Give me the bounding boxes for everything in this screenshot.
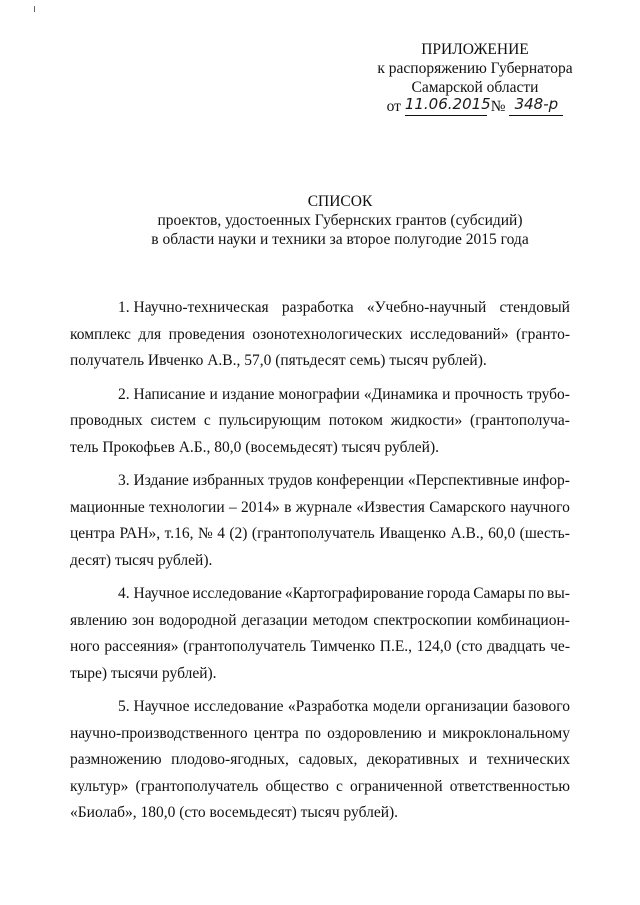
word: «Картографирование xyxy=(284,585,424,602)
number-label: № xyxy=(490,98,506,115)
word: трубо- xyxy=(527,385,570,403)
word: технических xyxy=(486,751,570,768)
word: комбинацион- xyxy=(476,611,570,629)
word: Самары xyxy=(473,585,526,602)
word: Тимченко xyxy=(310,638,376,655)
word: культур» xyxy=(70,777,129,795)
word: микроклональному xyxy=(442,724,570,742)
word: размножению xyxy=(70,751,162,768)
word: А.В., xyxy=(450,525,484,542)
document-subtitle-line-2: в области науки и техники за второе полугодие 2015 года xyxy=(151,231,529,248)
word: и xyxy=(209,385,218,403)
grant-project-line xyxy=(70,408,570,435)
word: Самарского xyxy=(429,498,506,516)
grant-project-line xyxy=(70,747,570,774)
word: инфор- xyxy=(522,472,570,489)
appendix-region-line: Самарской области xyxy=(411,79,539,96)
word: озонотехнологических xyxy=(252,325,403,343)
word: (гранто- xyxy=(516,325,570,343)
word: и xyxy=(427,724,437,742)
word: журнале xyxy=(295,498,352,516)
word: РАН», xyxy=(119,525,161,542)
grant-project-line xyxy=(70,322,570,349)
word: исследований» xyxy=(409,325,509,343)
word: явлению xyxy=(70,611,128,629)
word: П.Е., xyxy=(379,638,413,655)
appendix-block xyxy=(358,40,592,116)
grant-project-item xyxy=(70,382,570,462)
date-field xyxy=(404,95,491,116)
word: жидкости» xyxy=(390,412,463,429)
grant-project-line xyxy=(70,382,570,409)
word: разработка xyxy=(281,299,354,316)
word: конференции xyxy=(316,472,404,489)
word: ограниченной xyxy=(350,777,443,795)
word: садовых, xyxy=(298,751,358,768)
from-label: от xyxy=(386,98,401,115)
word: базового xyxy=(512,698,570,715)
grant-project-line xyxy=(70,774,570,801)
grant-project-item xyxy=(70,295,570,375)
word: центра xyxy=(253,724,299,742)
word: № xyxy=(197,525,213,542)
grant-project-line xyxy=(70,694,570,721)
word: «Перспективные xyxy=(407,472,519,489)
document-heading: СПИСОК xyxy=(307,193,373,210)
word: города xyxy=(426,585,471,602)
grant-project-item xyxy=(70,581,570,687)
word: в xyxy=(284,498,292,516)
word: пульсирующим xyxy=(218,412,321,429)
handwritten-number: 348-р xyxy=(514,95,559,113)
word: методом xyxy=(312,611,369,629)
word: 2. Написание xyxy=(118,385,206,403)
grant-project-line xyxy=(70,721,570,748)
word: че- xyxy=(550,638,570,655)
word: организации xyxy=(425,698,509,715)
word: дегазации xyxy=(241,611,308,629)
word: модели xyxy=(372,698,421,715)
word: оздоровлению xyxy=(327,724,422,742)
appendix-decree-line: к распоряжению Губернатора xyxy=(377,60,573,77)
grant-project-line xyxy=(70,348,570,375)
word: (грантополучатель xyxy=(135,777,259,795)
word: проводных xyxy=(70,412,143,429)
word: «Учебно-научный xyxy=(366,299,487,316)
grant-projects-list xyxy=(70,295,570,834)
word: 124,0 xyxy=(416,638,452,655)
document-title-block xyxy=(60,192,620,249)
word: монографии xyxy=(278,385,360,403)
word: потоком xyxy=(328,412,383,429)
word: – xyxy=(228,498,237,516)
word: трудов xyxy=(268,472,313,489)
word: и xyxy=(442,385,451,403)
word: декоративных xyxy=(366,751,460,768)
word: двадцать xyxy=(487,638,546,655)
corner-mark xyxy=(34,6,37,12)
word: исследование xyxy=(192,585,282,602)
grant-project-line xyxy=(70,495,570,522)
handwritten-date: 11.06.2015 xyxy=(404,95,491,113)
line-text: тыре) тысячи рублей). xyxy=(70,664,217,682)
word: ответственностью xyxy=(449,777,570,795)
word: 1. Научно-техническая xyxy=(118,299,269,316)
grant-project-item xyxy=(70,468,570,574)
word: (грантополучатель xyxy=(183,638,306,655)
word: спектроскопии xyxy=(373,611,472,629)
word: 60,0 xyxy=(488,525,516,542)
number-field xyxy=(509,95,563,116)
word: «Динамика xyxy=(363,385,438,403)
word: общество xyxy=(265,777,329,795)
grant-project-line xyxy=(70,548,570,575)
grant-project-line xyxy=(70,468,570,495)
word: вы- xyxy=(547,585,570,602)
line-text: десят) тысяч рублей). xyxy=(70,551,213,569)
grant-project-line xyxy=(70,581,570,608)
word: 4 xyxy=(217,525,225,542)
word: комплекс xyxy=(70,325,131,343)
word: стендовый xyxy=(499,299,570,316)
word: 5. Научное xyxy=(118,698,190,715)
word: (сто xyxy=(456,638,483,655)
word: (грантополуча- xyxy=(470,412,570,429)
word: научного xyxy=(510,498,570,516)
word: проведения xyxy=(168,325,245,343)
word: мационные xyxy=(70,498,145,516)
word: избранных xyxy=(192,472,265,489)
word: издание xyxy=(222,385,275,403)
appendix-title: ПРИЛОЖЕНИЕ xyxy=(421,41,529,58)
word: по xyxy=(528,585,545,602)
word: центра xyxy=(70,525,116,542)
word: 2014» xyxy=(241,498,280,516)
grant-project-line xyxy=(70,435,570,462)
line-text: получатель Ивченко А.В., 57,0 (пятьдесят семь) тысяч рублей). xyxy=(70,352,487,369)
word: т.16, xyxy=(164,525,194,542)
word: «Известия xyxy=(356,498,425,516)
line-text: «Биолаб», 180,0 (сто восемьдесят) тысяч рублей). xyxy=(70,804,399,821)
document-subtitle-line-1: проектов, удостоенных Губернских грантов (субсидий) xyxy=(157,212,523,229)
word: (грантополучатель xyxy=(251,525,375,542)
word: 4. Научное xyxy=(118,585,190,602)
word: по xyxy=(304,724,321,742)
line-text: тель Прокофьев А.Б., 80,0 (восемьдесят) тысяч рублей). xyxy=(70,438,440,456)
appendix-date-number-line xyxy=(358,97,592,116)
word: и xyxy=(468,751,478,768)
grant-project-line xyxy=(70,295,570,322)
word: (2) xyxy=(229,525,248,542)
word: зон xyxy=(132,611,155,629)
grant-project-line xyxy=(70,521,570,548)
word: (шесть- xyxy=(519,525,570,542)
word: ного xyxy=(70,638,100,655)
grant-project-line xyxy=(70,608,570,635)
grant-project-line xyxy=(70,634,570,661)
word: 3. Издание xyxy=(118,472,189,489)
grant-project-line xyxy=(70,800,570,827)
word: рассеяния» xyxy=(104,638,179,655)
word: исследование xyxy=(193,698,284,715)
word: технологии xyxy=(149,498,225,516)
grant-project-item xyxy=(70,694,570,827)
word: Иващенко xyxy=(379,525,446,542)
word: водородной xyxy=(159,611,237,629)
word: с xyxy=(336,777,343,795)
word: с xyxy=(203,412,211,429)
word: плодово-ягодных, xyxy=(171,751,289,768)
word: систем xyxy=(150,412,197,429)
word: для xyxy=(138,325,162,343)
grant-project-line xyxy=(70,661,570,688)
word: научно-производственного xyxy=(70,724,248,742)
word: прочность xyxy=(454,385,523,403)
word: «Разработка xyxy=(287,698,369,715)
